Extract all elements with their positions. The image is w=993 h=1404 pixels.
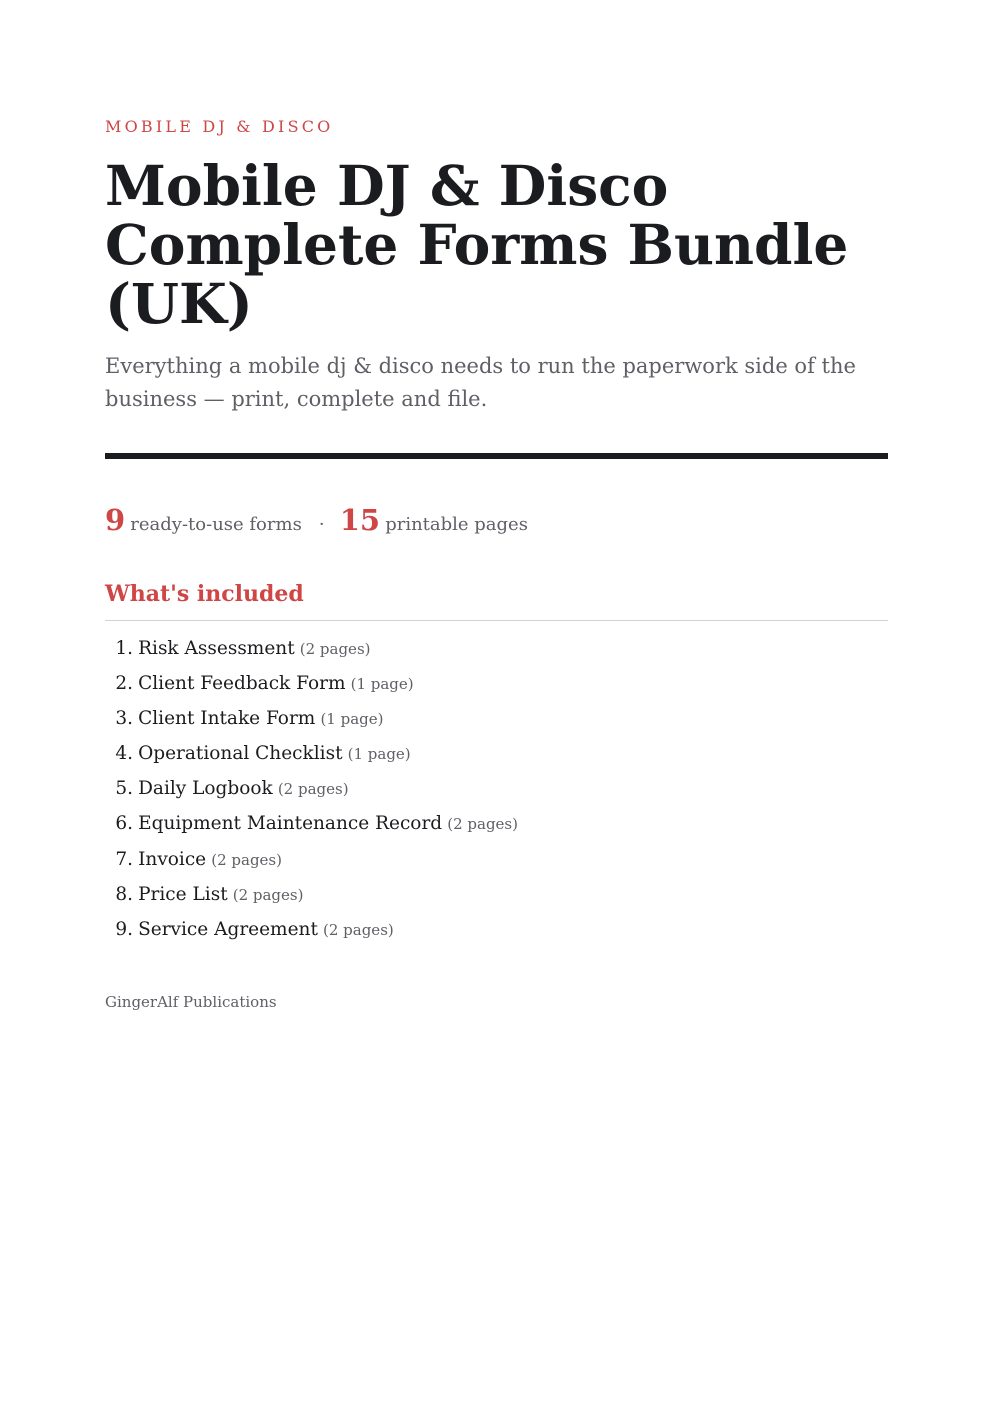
page-subtitle: Everything a mobile dj & disco needs to run the paperwork side of the business — print, complete and file.	[105, 354, 856, 411]
list-item-number: 9.	[115, 918, 133, 940]
included-heading: What's included	[105, 581, 304, 607]
list-item	[105, 807, 518, 842]
bundle-stats	[105, 500, 528, 540]
list-item-form-name: Equipment Maintenance Record	[138, 813, 443, 835]
list-item-page-count: (1 page)	[320, 710, 384, 729]
list-item	[105, 667, 518, 702]
list-item-page-count: (1 page)	[350, 675, 414, 694]
list-item	[105, 632, 518, 667]
list-item-form-name: Daily Logbook	[138, 778, 273, 800]
category-eyebrow: MOBILE DJ & DISCO	[105, 117, 334, 136]
list-item-form-name: Risk Assessment	[138, 638, 295, 659]
list-item-number: 2.	[115, 673, 133, 695]
title-divider	[105, 453, 888, 459]
stats-separator: ·	[318, 514, 325, 535]
list-item-number: 7.	[115, 848, 133, 870]
list-item-page-count: (2 pages)	[299, 640, 371, 658]
publisher-name: GingerAlf Publications	[105, 993, 277, 1011]
list-item-page-count: (2 pages)	[277, 780, 349, 799]
list-item-number: 5.	[115, 778, 133, 800]
pages-count: 15	[339, 503, 381, 537]
list-item-number: 8.	[115, 883, 133, 905]
list-item	[105, 702, 518, 737]
forms-count-label: ready-to-use forms	[130, 514, 302, 535]
list-item-number: 6.	[115, 813, 133, 835]
forms-list	[105, 632, 518, 948]
pages-count-label: printable pages	[385, 514, 528, 535]
list-item-page-count: (2 pages)	[211, 850, 282, 869]
list-item-page-count: (2 pages)	[323, 920, 394, 939]
list-item-page-count: (1 page)	[347, 745, 411, 764]
list-item	[105, 878, 518, 913]
section-divider	[105, 620, 888, 621]
page-title: Mobile DJ & Disco Complete Forms Bundle (UK)	[105, 153, 849, 336]
list-item	[105, 843, 518, 878]
list-item-form-name: Service Agreement	[138, 918, 318, 940]
forms-count: 9	[105, 503, 126, 537]
list-item-number: 4.	[115, 743, 133, 765]
list-item	[105, 737, 518, 772]
list-item-form-name: Client Feedback Form	[138, 673, 346, 695]
list-item	[105, 913, 518, 948]
list-item	[105, 772, 518, 807]
list-item-form-name: Price List	[138, 883, 228, 905]
list-item-number: 3.	[115, 708, 133, 730]
list-item-number: 1.	[115, 638, 133, 659]
list-item-form-name: Invoice	[138, 848, 207, 870]
list-item-form-name: Client Intake Form	[138, 708, 316, 730]
list-item-page-count: (2 pages)	[447, 815, 518, 834]
list-item-page-count: (2 pages)	[232, 885, 304, 904]
list-item-form-name: Operational Checklist	[138, 743, 343, 765]
